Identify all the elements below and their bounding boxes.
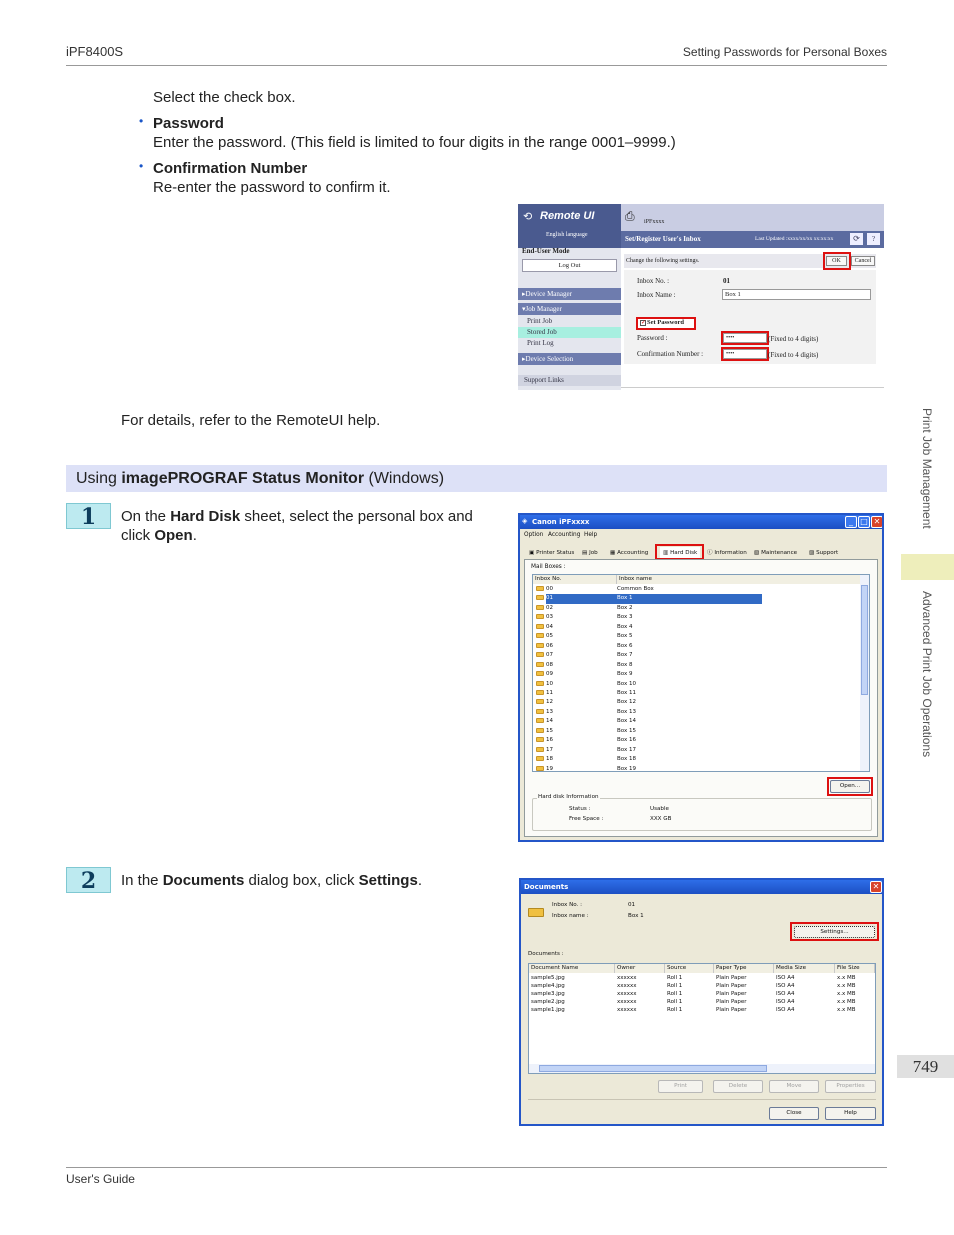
mailbox-folder-icon [536,662,544,667]
close-icon[interactable]: ✕ [870,881,882,893]
inbox-name-cell: Box 9 [617,671,633,678]
doc-scroll-thumb[interactable] [539,1065,767,1072]
maximize-icon[interactable]: □ [858,516,870,528]
inbox-no-cell: 09 [546,671,553,678]
inbox-name-cell: Box 10 [617,680,636,687]
nav-print-log[interactable]: Print Log [527,339,554,347]
inbox-no-cell: 00 [546,586,553,592]
mailbox-folder-icon [536,737,544,742]
mailbox-folder-icon [536,624,544,629]
inbox-name-cell: Box 16 [617,737,636,744]
table-row[interactable] [533,651,861,660]
remote-language[interactable]: English language [546,232,588,238]
inbox-no-cell: 14 [546,718,553,725]
table-row[interactable] [533,661,861,670]
inbox-no-cell: 03 [546,614,553,621]
document-cell: xxxxxx [617,983,637,989]
document-cell: Roll 1 [667,975,683,981]
mailbox-folder-icon [536,766,544,771]
mailbox-folder-icon [536,643,544,648]
inbox-name-input[interactable]: Box 1 [722,289,871,300]
inbox-name-cell: Box 2 [617,604,633,611]
inbox-name-cell: Box 6 [617,642,633,649]
document-cell: Plain Paper [716,975,747,981]
bullet-confirm-text: Re-enter the password to confirm it. [153,179,391,196]
properties-button[interactable]: Properties [825,1080,876,1093]
document-cell: x.x MB [837,983,856,989]
inbox-no-cell: 07 [546,652,553,659]
document-cell: ISO A4 [776,991,795,997]
inbox-name-cell: Box 7 [617,652,633,659]
table-row[interactable] [533,623,861,632]
side-tab-section: Advanced Print Job Operations [920,591,934,758]
cancel-button[interactable]: Cancel [851,256,875,266]
documents-titlebar: Documents [521,880,882,894]
inbox-no-cell: 17 [546,746,553,753]
inbox-no-cell: 18 [546,756,553,763]
mailbox-folder-icon [536,633,544,638]
table-row[interactable] [533,642,861,651]
inbox-no-value: 01 [723,277,730,285]
tab-printer-status[interactable]: ▣ Printer Status [529,550,575,556]
tab-maintenance[interactable]: ▧ Maintenance [754,550,798,556]
document-cell: Roll 1 [667,1007,683,1013]
step-2-text: In the Documents dialog box, click Settings. [121,872,422,889]
inbox-no-cell: 02 [546,604,553,611]
bullet-icon: • [139,114,144,128]
table-row[interactable] [529,990,875,998]
nav-job-manager[interactable]: ▾Job Manager [518,303,621,315]
remote-ui-logo: ⟲ Remote UI [518,204,621,248]
inbox-no-cell: 13 [546,708,553,715]
mailbox-folder-icon [536,586,544,591]
doc-inbox-no-label: Inbox No. : [552,902,583,908]
inbox-name-cell: Common Box [617,586,654,592]
inbox-no-cell: 10 [546,680,553,687]
scroll-thumb[interactable] [861,585,868,695]
header-rule [66,65,887,66]
bullet-password-text: Enter the password. (This field is limited to four digits in the range 0001–9999.) [153,134,676,151]
close-button[interactable]: Close [769,1107,819,1120]
inbox-no-cell: 01 [546,594,614,603]
tab-hard-disk[interactable]: ▥ Hard Disk [660,547,700,559]
refresh-icon[interactable]: ⟳ [850,233,863,245]
form-divider [621,387,884,388]
document-cell: Roll 1 [667,983,683,989]
mailbox-folder-icon [536,614,544,619]
inbox-no-cell: 16 [546,737,553,744]
settings-button[interactable]: Settings... [794,926,875,938]
document-cell: x.x MB [837,1007,856,1013]
minimize-icon[interactable]: _ [845,516,857,528]
move-button[interactable]: Move [769,1080,819,1093]
dialog-divider [528,1099,876,1100]
mailbox-folder-icon [536,718,544,723]
step-1-text: On the Hard Disk sheet, select the personal box and click Open. [121,508,473,544]
inbox-name-cell: Box 8 [617,661,633,668]
canon-app-icon: ◈ [522,517,528,525]
col-inbox-no[interactable]: Inbox No. [533,575,617,584]
status-monitor-window [518,513,884,842]
section-heading: Using imagePROGRAF Status Monitor (Windows) [66,465,887,492]
page-number: 749 [897,1055,954,1078]
doc-inbox-no: 01 [628,902,636,908]
table-row[interactable] [533,708,861,717]
mailbox-folder-icon [536,709,544,714]
nav-print-job[interactable]: Print Job [527,317,553,325]
mailbox-folder-icon [536,652,544,657]
mailbox-folder-icon [536,681,544,686]
nav-stored-job[interactable]: Stored Job [518,327,621,338]
document-cell: ISO A4 [776,983,795,989]
inbox-name-cell: Box 18 [617,756,636,763]
mailbox-list[interactable] [532,574,870,772]
tab-information[interactable]: ⓘ Information [707,550,747,556]
set-password-highlight [636,317,696,330]
mailbox-folder-icon [536,690,544,695]
document-cell: sample4.jpg [531,983,565,989]
remote-titlebar: Set/Register User's Inbox Last Updated :xxxx/xx/xx xx:xx:xx ⟳ ? [621,231,884,248]
confirm-input[interactable]: •••• [723,349,767,359]
document-cell: x.x MB [837,975,856,981]
table-row[interactable] [533,632,861,641]
table-row[interactable] [533,727,861,736]
col-media-size[interactable]: Media Size [774,964,835,973]
table-row[interactable] [533,717,861,726]
tab-accounting[interactable]: ▦ Accounting [610,550,649,556]
delete-button[interactable]: Delete [713,1080,763,1093]
inbox-no-cell: 08 [546,661,553,668]
table-row[interactable] [533,689,861,698]
table-row[interactable] [533,594,861,603]
bullet-confirm-title: Confirmation Number [153,160,308,177]
menu-accounting[interactable]: Accounting [548,532,581,538]
document-cell: sample3.jpg [531,991,565,997]
ok-button[interactable]: OK [826,256,847,266]
table-row[interactable] [533,670,861,679]
inbox-name-cell: Box 1 [614,594,762,603]
menu-help[interactable]: Help [584,532,598,538]
document-cell: Plain Paper [716,991,747,997]
inbox-no-cell: 11 [546,689,553,696]
printer-icon: ⎙ [625,209,635,223]
mailboxes-label: Mail Boxes : [531,564,566,570]
inbox-name-cell: Box 13 [617,708,636,715]
help-button[interactable]: Help [825,1107,876,1120]
change-settings-bar: Change the following settings. [624,254,876,268]
details-text: For details, refer to the RemoteUI help. [121,412,381,429]
settings-highlight [790,922,879,941]
inbox-name-label: Inbox Name : [637,291,676,299]
free-space-label: Free Space : [569,816,604,822]
inbox-no-cell: 15 [546,727,553,734]
table-row[interactable] [533,698,861,707]
inbox-folder-icon [528,908,544,917]
table-row[interactable] [529,974,875,982]
password-input[interactable]: •••• [723,333,767,343]
table-row[interactable] [533,736,861,745]
inbox-name-cell: Box 3 [617,614,633,621]
monitor-titlebar: Canon iPFxxxx [520,515,882,529]
remote-printer-name: iPFxxxx [644,219,665,225]
documents-dialog [519,878,884,1126]
password-highlight [721,331,769,345]
doc-inbox-name: Box 1 [628,913,644,919]
ok-highlight [823,252,851,270]
document-cell: ISO A4 [776,999,795,1005]
inbox-name-cell: Box 11 [617,689,636,696]
nav-support-links[interactable]: Support Links [518,375,621,386]
table-row[interactable] [533,680,861,689]
inbox-name-cell: Box 4 [617,623,633,630]
mailbox-folder-icon [536,671,544,676]
mailbox-folder-icon [536,699,544,704]
step-1-number: 1 [66,503,111,529]
hd-info-group [532,798,872,831]
col-owner[interactable]: Owner [615,964,665,973]
inbox-name-cell: Box 17 [617,746,636,753]
inbox-name-cell: Box 14 [617,718,636,725]
documents-list[interactable] [528,963,876,1074]
set-password-checkbox[interactable]: ✓ [641,320,647,326]
help-icon[interactable]: ? [867,233,880,245]
status-value: Usable [650,806,669,812]
table-row[interactable] [533,585,861,594]
inbox-name-cell: Box 5 [617,633,633,640]
mailbox-folder-icon [536,728,544,733]
col-inbox-name[interactable]: Inbox name [617,575,861,584]
nav-device-selection[interactable]: ▸Device Selection [518,353,621,365]
free-space-value: XXX GB [650,816,672,822]
table-row[interactable] [533,613,861,622]
print-button[interactable]: Print [658,1080,703,1093]
status-label: Status : [569,806,591,812]
logout-button[interactable]: Log Out [522,259,617,272]
side-tab-marker [901,554,954,580]
mailbox-folder-icon [536,605,544,610]
table-row[interactable] [529,982,875,990]
inbox-name-cell: Box 15 [617,727,636,734]
inbox-name-cell: Box 19 [617,765,636,771]
doc-hscrollbar[interactable] [529,1064,875,1073]
inbox-no-cell: 04 [546,623,553,630]
inbox-no-cell: 06 [546,642,553,649]
table-row[interactable] [533,604,861,613]
header-section-title: Setting Passwords for Personal Boxes [682,45,887,59]
col-source[interactable]: Source [665,964,714,973]
mailbox-folder-icon [536,747,544,752]
bullet-password-title: Password [153,115,224,132]
document-cell: xxxxxx [617,975,637,981]
hard-disk-highlight [655,544,704,560]
bullet-icon: • [139,159,144,173]
table-row[interactable] [529,998,875,1006]
confirm-label: Confirmation Number : [637,350,704,358]
remote-ui-screenshot [518,204,884,390]
hd-info-label: Hard disk Information [538,794,599,800]
inbox-name-cell: Box 12 [617,699,636,706]
document-cell: x.x MB [837,999,856,1005]
document-cell: Plain Paper [716,983,747,989]
nav-device-manager[interactable]: ▸Device Manager [518,288,621,300]
table-row[interactable] [533,746,861,755]
footer-rule [66,1167,887,1168]
document-cell: xxxxxx [617,1007,637,1013]
document-cell: ISO A4 [776,1007,795,1013]
confirm-hint: (Fixed to 4 digits) [768,351,819,359]
list-scrollbar[interactable] [860,575,869,771]
document-cell: Plain Paper [716,999,747,1005]
open-highlight [827,777,873,796]
side-tab-chapter: Print Job Management [920,408,934,529]
doc-inbox-name-label: Inbox name : [552,913,589,919]
col-document-name[interactable]: Document Name [529,964,615,973]
inbox-no-cell: 19 [546,765,553,771]
document-cell: x.x MB [837,991,856,997]
document-cell: sample1.jpg [531,1007,565,1013]
tab-job[interactable]: ▤ Job [582,550,598,556]
intro-line: Select the check box. [153,89,296,106]
document-cell: xxxxxx [617,999,637,1005]
documents-label: Documents : [528,951,564,957]
table-row[interactable] [533,755,861,764]
header-model: iPF8400S [66,44,124,59]
remote-mode: End-User Mode [522,247,570,255]
document-cell: sample2.jpg [531,999,565,1005]
open-button[interactable]: Open... [830,780,870,793]
table-row[interactable] [529,1006,875,1014]
table-row[interactable] [533,765,861,771]
document-cell: ISO A4 [776,975,795,981]
col-file-size[interactable]: File Size [835,964,875,973]
inbox-no-cell: 05 [546,633,553,640]
document-cell: xxxxxx [617,991,637,997]
set-password-checkbox-label[interactable]: Set Password [638,318,695,328]
mailbox-folder-icon [536,756,544,761]
document-cell: sample5.jpg [531,975,565,981]
password-hint: (Fixed to 4 digits) [768,335,819,343]
remote-logo-icon: ⟲ [523,210,533,223]
footer-text: User's Guide [66,1172,135,1186]
tab-support[interactable]: ▨ Support [809,550,839,556]
document-cell: Roll 1 [667,991,683,997]
confirm-highlight [721,347,769,361]
document-cell: Plain Paper [716,1007,747,1013]
col-paper-type[interactable]: Paper Type [714,964,774,973]
document-cell: Roll 1 [667,999,683,1005]
menu-option[interactable]: Option [524,532,544,538]
step-2-number: 2 [66,867,111,893]
mailbox-folder-icon [536,595,544,600]
inbox-no-label: Inbox No. : [637,277,670,285]
inbox-no-cell: 12 [546,699,553,706]
password-label: Password : [637,334,668,342]
close-icon[interactable]: ✕ [871,516,883,528]
